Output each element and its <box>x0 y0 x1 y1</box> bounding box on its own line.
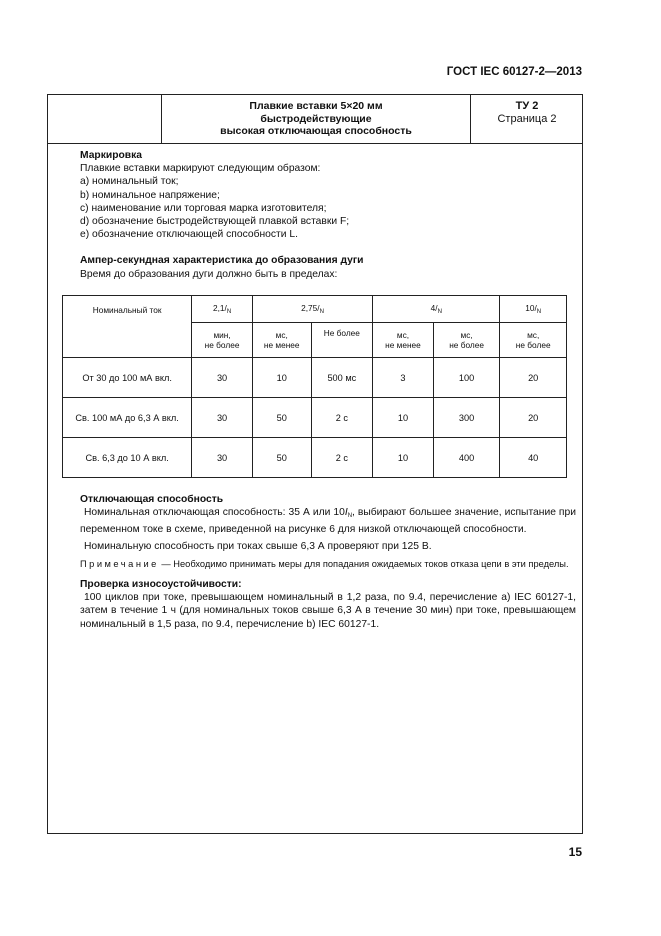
cell: 10 <box>373 398 434 438</box>
cell: 40 <box>500 438 567 478</box>
arc-intro: Время до образования дуги должно быть в пределах: <box>80 268 338 280</box>
title-block <box>48 95 582 144</box>
marking-item: a) номинальный ток; <box>80 176 179 188</box>
content-lower <box>80 493 576 631</box>
title-block-sheet <box>470 95 583 143</box>
prearcing-table <box>62 295 567 478</box>
subhead: мс, не более <box>500 323 567 358</box>
cell: 500 мс <box>311 358 373 398</box>
col-rated-current: Номинальный ток <box>63 296 192 358</box>
cell: 3 <box>373 358 434 398</box>
group-head: $2,1/_N$ <box>192 296 253 323</box>
subhead: Не более <box>311 323 373 358</box>
page-frame <box>47 94 583 834</box>
cell: 400 <box>433 438 500 478</box>
row-label: Св. 100 мА до 6,3 А вкл. <box>63 398 192 438</box>
endurance-heading: Проверка износоустойчивости: <box>80 579 242 591</box>
cell: 100 <box>433 358 500 398</box>
row-label: От 30 до 100 мА вкл. <box>63 358 192 398</box>
table-row <box>63 358 567 398</box>
marking-item: b) номинальное напряжение; <box>80 189 220 201</box>
cell: 50 <box>252 438 311 478</box>
note: Примечание — Необходимо принимать меры для попадания ожидаемых токов отказа цепи в эти пределы. <box>80 558 569 569</box>
marking-intro: Плавкие вставки маркируют следующим образом: <box>80 163 321 175</box>
cell: 2 с <box>311 398 373 438</box>
title-block-title <box>162 100 470 138</box>
table-row <box>63 438 567 478</box>
breaking-heading: Отключающая способность <box>80 494 224 505</box>
cell: 300 <box>433 398 500 438</box>
cell: 10 <box>373 438 434 478</box>
arc-heading: Ампер-секундная характеристика до образования дуги <box>80 255 364 267</box>
cell: 30 <box>192 438 253 478</box>
cell: 30 <box>192 358 253 398</box>
marking-item: e) обозначение отключающей способности L. <box>80 229 298 241</box>
group-head: $4/_N$ <box>373 296 500 323</box>
title-line-2: быстродействующие <box>260 112 372 125</box>
table-row <box>63 398 567 438</box>
marking-item: c) наименование или торговая марка изготовителя; <box>80 202 327 214</box>
endurance-para: 100 циклов при токе, превышающем номинальный в 1,2 раза, по 9.4, перечисление a) IEC 60127-1, затем в течение 1 ч (для номинальных токов свыше 6,3 А в течение 30 мин) при токе, превышающем номинальный в 1,5 раза, по 9.4, перечисление b) IEC 60127-1. <box>80 592 576 630</box>
cell: 50 <box>252 398 311 438</box>
page-number: 15 <box>568 845 582 859</box>
title-line-1: Плавкие вставки 5×20 мм <box>249 100 383 112</box>
cell: 20 <box>500 358 567 398</box>
sheet-code: ТУ 2 <box>515 100 539 112</box>
subhead: мс, не более <box>433 323 500 358</box>
cell: 2 с <box>311 438 373 478</box>
row-label: Св. 6,3 до 10 А вкл. <box>63 438 192 478</box>
cell: 30 <box>192 398 253 438</box>
breaking-para-2: Номинальную способность при токах свыше 6,3 А проверяют при 125 В. <box>84 540 432 552</box>
group-head: $2,75/_N$ <box>252 296 372 323</box>
sheet-page: Страница 2 <box>497 113 557 125</box>
content <box>80 149 576 281</box>
subhead: мс, не менее <box>373 323 434 358</box>
group-head: $10/_N$ <box>500 296 567 323</box>
cell: 20 <box>500 398 567 438</box>
title-line-3: высокая отключающая способность <box>220 125 412 137</box>
marking-item: d) обозначение быстродействующей плавкой вставки F; <box>80 216 350 228</box>
subhead: мс, не менее <box>252 323 311 358</box>
title-block-left-cell <box>48 95 162 143</box>
marking-heading: Маркировка <box>80 150 142 161</box>
breaking-para: Номинальная отключающая способность: 35 А или $10I_N$, выбирают большее значение, испытание при переменном токе в схеме, приведенной на рисунке 6 для низкой отключающей способности. <box>80 507 576 536</box>
subhead: мин, не более <box>192 323 253 358</box>
cell: 10 <box>252 358 311 398</box>
document-code: ГОСТ IEC 60127-2—2013 <box>446 66 582 78</box>
